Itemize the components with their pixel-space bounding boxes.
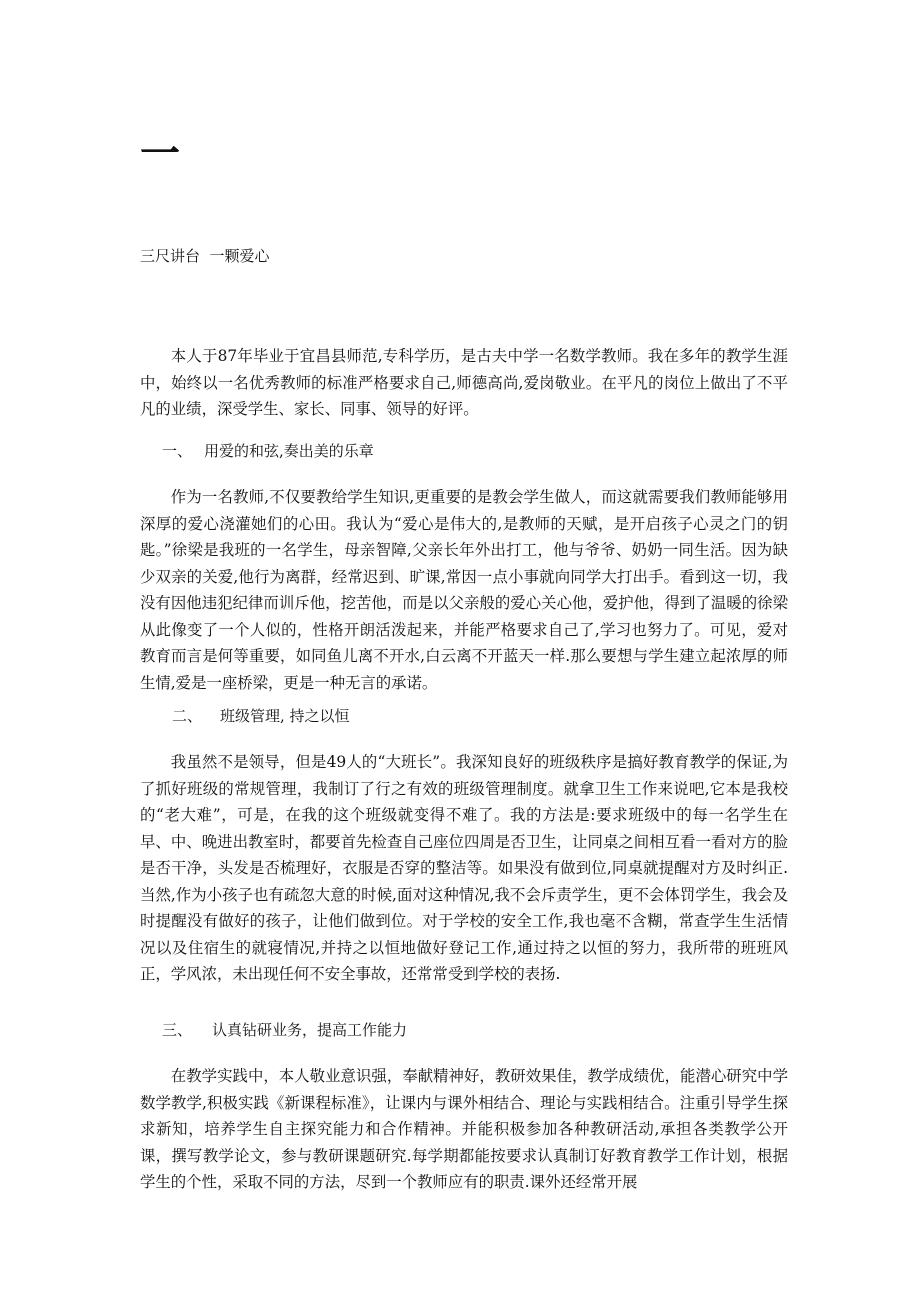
section-3-body [140,1063,788,1196]
section-number: 二、 [172,707,203,725]
section-paragraph: 我虽然不是领导，但是49人的“大班长”。我深知良好的班级秩序是搞好教育教学的保证,为了抓好班级的常规管理，我制订了行之有效的班级管理制度。就拿卫生工作来说吧,它本是我校的“老大难”，可是，在我的这个班级就变得不难了。我的方法是:要求班级中的每一名学生在早、中、晚进出教室时，都要首先检查自己座位四周是否卫生，让同桌之间相互看一看对方的脸是否干净，头发是否梳理好，衣服是否穿的整洁等。如果没有做到位,同桌就提醒对方及时纠正.当然,作为小孩子也有疏忽大意的时候,面对这种情况,我不会斥责学生，更不会体罚学生，我会及时提醒没有做好的孩子，让他们做到位。对于学校的安全工作,我也毫不含糊，常查学生生活情况以及住宿生的就寝情况,并持之以恒地做好登记工作,通过持之以恒的努力，我所带的班班风正，学风浓，未出现任何不安全事故，还常常受到学校的表扬. [140,753,788,983]
section-number: 三、 [162,1021,193,1039]
section-number: 一、 [162,442,193,460]
section-heading [172,704,820,728]
intro-section [140,343,788,423]
section-title: 班级管理, 持之以恒 [220,707,350,725]
intro-paragraph: 本人于87年毕业于宜昌县师范,专科学历，是古夫中学一名数学教师。我在多年的教学生涯中，始终以一名优秀教师的标准严格要求自己,师德高尚,爱岗敬业。在平凡的岗位上做出了不平凡的业绩，深受学生、家长、同事、领导的好评。 [140,347,788,418]
section-heading [162,439,810,463]
section-2-heading [172,704,820,728]
section-paragraph: 在教学实践中，本人敬业意识强，奉献精神好，教研效果佳，教学成绩优，能潜心研究中学数学教学,积极实践《新课程标准》，让课内与课外相结合、理论与实践相结合。注重引导学生探求新知，培养学生自主探究能力和合作精神。并能积极参加各种教研活动,承担各类教学公开课，撰写教学论文，参与教研课题研究.每学期都能按要求认真制订好教育教学工作计划，根据学生的个性，采取不同的方法，尽到一个教师应有的职责.课外还经常开展 [140,1067,788,1191]
section-paragraph: 作为一名教师,不仅要教给学生知识,更重要的是教会学生做人，而这就需要我们教师能够用深厚的爱心浇灌她们的心田。我认为“爱心是伟大的,是教师的天赋，是开启孩子心灵之门的钥匙。”徐梁是我班的一名学生，母亲智障,父亲长年外出打工，他与爷爷、奶奶一同生活。因为缺少双亲的关爱,他行为离群，经常迟到、旷课,常因一点小事就向同学大打出手。看到这一切，我没有因他违犯纪律而训斥他，挖苦他，而是以父亲般的爱心关心他，爱护他，得到了温暖的徐梁从此像变了一个人似的，性格开朗活泼起来，并能严格要求自己了,学习也努力了。可见，爱对教育而言是何等重要，如同鱼儿离不开水,白云离不开蓝天一样.那么要想与学生建立起浓厚的师生情,爱是一座桥梁，更是一种无言的承诺。 [140,488,788,692]
section-1-heading [162,439,810,463]
document-subtitle: 三尺讲台 一颗爱心 [140,247,270,265]
section-title: 用爱的和弦,奏出美的乐章 [204,442,374,460]
section-1-body [140,484,788,696]
section-3-heading [162,1018,810,1042]
big-heading: 一 [140,130,180,177]
section-title: 认真钻研业务，提高工作能力 [212,1021,408,1039]
section-heading [162,1018,810,1042]
section-2-body [140,749,788,988]
